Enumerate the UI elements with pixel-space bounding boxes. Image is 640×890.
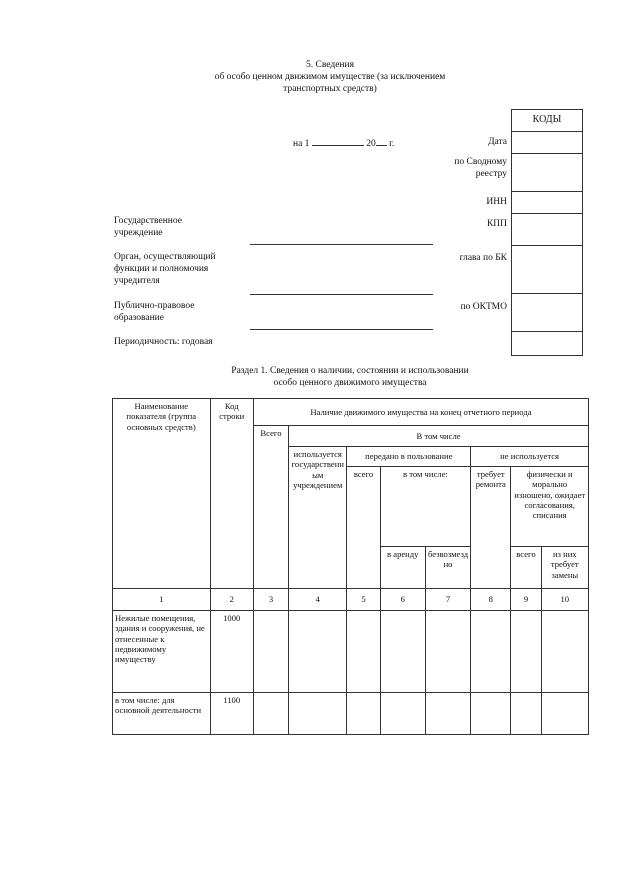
col-number: 10 (541, 589, 588, 611)
code-cell-inn[interactable] (512, 191, 582, 213)
row-name: Нежилые помещения, здания и сооружения, не отнесенные к недвижимому имуществу (113, 611, 211, 693)
table-row (113, 611, 589, 693)
form-subtitle-line1: об особо ценном движимом имуществе (за исключением (214, 71, 446, 82)
founder-label-line3: учредителя (114, 275, 160, 286)
form-title-block (180, 60, 480, 96)
row-name: в том числе: для основной деятельности (113, 693, 211, 735)
code-cell-glava[interactable] (512, 245, 582, 293)
code-cell-oktmo[interactable] (512, 293, 582, 331)
section-title (190, 366, 510, 390)
data-cell[interactable] (380, 693, 425, 735)
data-cell[interactable] (425, 611, 470, 693)
code-cell-date[interactable] (512, 131, 582, 153)
codes-box (511, 109, 583, 356)
th-not-used: не используется (471, 447, 589, 467)
institution-label-line2: учреждение (114, 227, 163, 238)
data-cell[interactable] (380, 611, 425, 693)
data-cell[interactable] (471, 693, 511, 735)
data-cell[interactable] (253, 611, 288, 693)
founder-label (114, 252, 254, 288)
periodicity-label: Периодичность: годовая (114, 337, 213, 347)
data-cell[interactable] (253, 693, 288, 735)
data-cell[interactable] (289, 693, 347, 735)
th-transferred-total: всего (347, 467, 380, 589)
label-inn: ИНН (486, 197, 507, 207)
th-rent: в аренду (380, 547, 425, 589)
row-code: 1000 (210, 611, 253, 693)
section-title-line2: особо ценного движимого имущества (273, 377, 427, 388)
column-numbers-row (113, 589, 589, 611)
date-prefix: на 1 (293, 139, 310, 149)
data-cell[interactable] (541, 693, 588, 735)
col-number: 8 (471, 589, 511, 611)
code-cell-period[interactable] (512, 331, 582, 355)
col-number: 5 (347, 589, 380, 611)
col-number: 7 (425, 589, 470, 611)
report-date-line (293, 136, 394, 151)
col-number: 3 (253, 589, 288, 611)
col-number: 4 (289, 589, 347, 611)
founder-label-line2: функции и полномочия (114, 263, 209, 274)
th-worn-out: физически и морально изношено, ожидает согласования, списания (511, 467, 589, 547)
date-day-month-field[interactable] (312, 136, 364, 146)
section-title-line1: Раздел 1. Сведения о наличии, состоянии и использовании (231, 366, 469, 376)
th-free-of-charge: безвозмездно (425, 547, 470, 589)
th-indicator-name: Наименование показателя (группа основных средств) (113, 399, 211, 589)
code-cell-kpp[interactable] (512, 213, 582, 245)
data-cell[interactable] (347, 693, 380, 735)
th-worn-total: всего (511, 547, 541, 589)
label-kpp: КПП (486, 219, 507, 229)
public-entity-label-line1: Публично-правовое (114, 301, 195, 311)
code-cell-svod[interactable] (512, 153, 582, 191)
th-transferred: передано в пользование (347, 447, 471, 467)
col-number: 6 (380, 589, 425, 611)
data-cell[interactable] (511, 693, 541, 735)
date-suffix: г. (389, 139, 395, 149)
col-number: 9 (511, 589, 541, 611)
founder-field[interactable] (250, 294, 433, 295)
institution-label-line1: Государственное (114, 216, 182, 226)
label-svod-line1: по Сводному (454, 157, 507, 167)
th-total: Всего (253, 426, 288, 589)
label-glava-bk: глава по БК (459, 253, 507, 263)
data-cell[interactable] (511, 611, 541, 693)
th-presence: Наличие движимого имущества на конец отчетного периода (253, 399, 588, 426)
col-number: 1 (113, 589, 211, 611)
th-transferred-including: в том числе: (380, 467, 471, 547)
ocdi-table (112, 398, 589, 735)
th-used-by-institution: используется государственным учреждением (289, 447, 347, 589)
data-cell[interactable] (471, 611, 511, 693)
label-date: Дата (488, 137, 507, 147)
th-worn-replace: из них требует замены (541, 547, 588, 589)
institution-label (114, 216, 244, 240)
public-entity-field[interactable] (250, 329, 433, 330)
public-entity-label (114, 301, 244, 325)
codes-header: КОДЫ (532, 114, 562, 126)
data-cell[interactable] (425, 693, 470, 735)
th-needs-repair: требует ремонта (471, 467, 511, 589)
form-subtitle-line2: транспортных средств) (283, 83, 377, 94)
col-number: 2 (210, 589, 253, 611)
founder-label-line1: Орган, осуществляющий (114, 252, 216, 262)
label-oktmo: по ОКТМО (460, 302, 507, 312)
institution-field[interactable] (250, 244, 433, 245)
data-cell[interactable] (289, 611, 347, 693)
date-year-field[interactable] (376, 136, 387, 146)
label-svod-line2: реестру (475, 168, 507, 179)
form-number-title: 5. Сведения (306, 60, 354, 70)
table-row (113, 693, 589, 735)
row-code: 1100 (210, 693, 253, 735)
data-cell[interactable] (347, 611, 380, 693)
th-including: В том числе (289, 426, 589, 447)
date-century: 20 (366, 139, 376, 149)
data-cell[interactable] (541, 611, 588, 693)
public-entity-label-line2: образование (114, 312, 164, 323)
th-row-code: Код строки (210, 399, 253, 589)
label-svod-reestr (430, 157, 507, 181)
